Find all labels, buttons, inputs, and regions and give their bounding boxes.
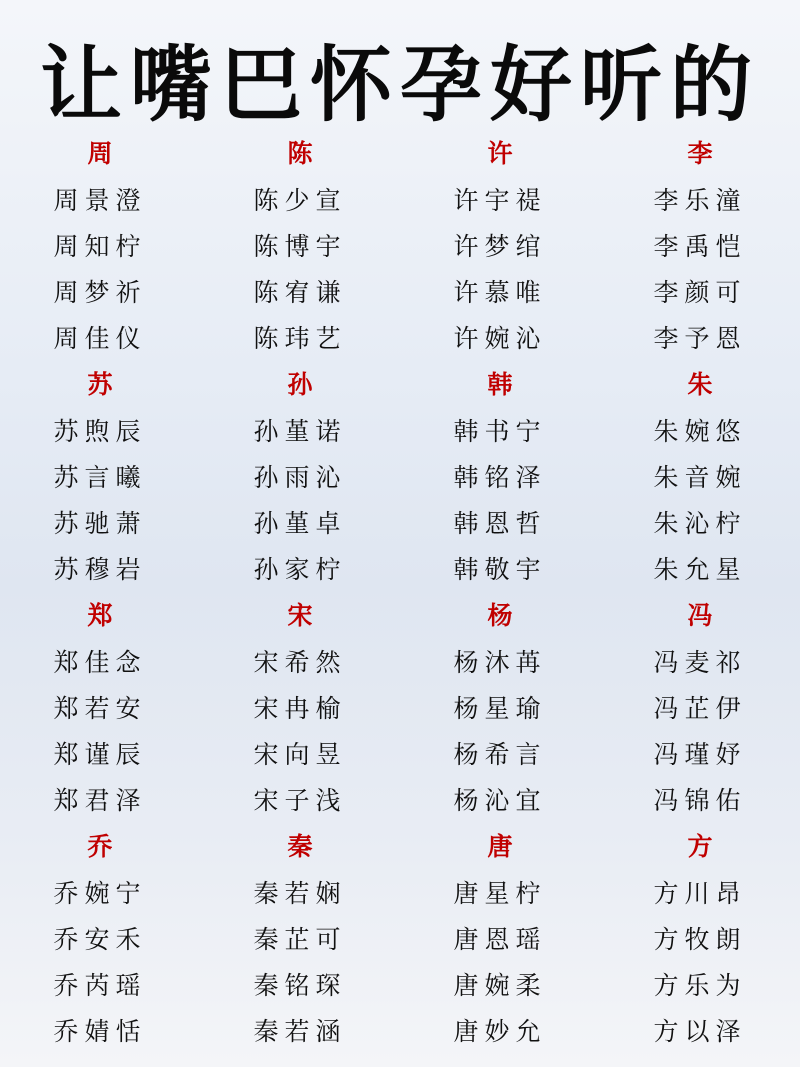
name-item: 杨希言 [453, 740, 547, 769]
name-item: 朱沁柠 [653, 509, 747, 538]
name-item: 郑佳念 [53, 648, 147, 677]
surname-column [400, 130, 600, 362]
surname-column [600, 130, 800, 362]
surname-heading: 冯 [687, 601, 713, 630]
name-item: 冯芷伊 [653, 694, 747, 723]
name-item: 孙堇卓 [253, 509, 347, 538]
name-item: 秦铭琛 [253, 971, 347, 1000]
name-item: 冯麦祁 [653, 648, 747, 677]
surname-column [0, 130, 200, 362]
page-title: 让嘴巴怀孕好听的 [39, 38, 760, 133]
name-item: 宋希然 [253, 648, 347, 677]
name-item: 唐恩瑶 [453, 925, 547, 954]
name-item: 周佳仪 [53, 324, 147, 353]
surname-column [400, 823, 600, 1055]
surname-heading: 方 [687, 832, 713, 861]
name-item: 韩铭泽 [453, 463, 547, 492]
surname-heading: 周 [87, 139, 113, 168]
surname-column [600, 592, 800, 824]
name-item: 乔芮瑶 [53, 971, 147, 1000]
name-item: 朱允星 [653, 555, 747, 584]
surname-column [0, 823, 200, 1055]
name-item: 乔婧恬 [53, 1017, 147, 1046]
name-item: 许婉沁 [453, 324, 547, 353]
name-item: 陈少宣 [253, 186, 347, 215]
surname-column [600, 361, 800, 593]
name-item: 孙雨沁 [253, 463, 347, 492]
name-item: 乔婉宁 [53, 879, 147, 908]
surname-heading: 孙 [287, 370, 313, 399]
name-item: 李予恩 [653, 324, 747, 353]
name-item: 乔安禾 [53, 925, 147, 954]
surname-column [200, 592, 400, 824]
surname-heading: 陈 [287, 139, 313, 168]
name-item: 朱音婉 [653, 463, 747, 492]
name-item: 秦芷可 [253, 925, 347, 954]
name-item: 孙家柠 [253, 555, 347, 584]
surname-heading: 李 [687, 139, 713, 168]
name-item: 唐星柠 [453, 879, 547, 908]
name-item: 许慕唯 [453, 278, 547, 307]
name-item: 周梦祈 [53, 278, 147, 307]
name-item: 李乐潼 [653, 186, 747, 215]
name-item: 苏驰萧 [53, 509, 147, 538]
name-item: 周景澄 [53, 186, 147, 215]
name-item: 孙堇诺 [253, 417, 347, 446]
surname-column [200, 130, 400, 362]
surname-heading: 郑 [87, 601, 113, 630]
surname-heading: 秦 [287, 832, 313, 861]
name-item: 秦若涵 [253, 1017, 347, 1046]
surname-section [0, 823, 800, 1054]
name-item: 宋冉榆 [253, 694, 347, 723]
surname-heading: 苏 [87, 370, 113, 399]
surname-column [600, 823, 800, 1055]
name-item: 苏穆岩 [53, 555, 147, 584]
name-item: 苏煦辰 [53, 417, 147, 446]
name-item: 冯瑾妤 [653, 740, 747, 769]
surname-heading: 乔 [87, 832, 113, 861]
surname-column [0, 592, 200, 824]
name-item: 苏言曦 [53, 463, 147, 492]
name-item: 杨沁宜 [453, 786, 547, 815]
surname-section [0, 361, 800, 592]
name-item: 郑君泽 [53, 786, 147, 815]
surname-heading: 韩 [487, 370, 513, 399]
name-item: 朱婉悠 [653, 417, 747, 446]
name-item: 宋向昱 [253, 740, 347, 769]
name-item: 韩书宁 [453, 417, 547, 446]
names-grid [0, 130, 800, 1054]
name-item: 郑谨辰 [53, 740, 147, 769]
surname-section [0, 130, 800, 361]
name-item: 方牧朗 [653, 925, 747, 954]
name-item: 方川昂 [653, 879, 747, 908]
surname-column [400, 592, 600, 824]
name-item: 李禹恺 [653, 232, 747, 261]
name-item: 唐妙允 [453, 1017, 547, 1046]
surname-heading: 朱 [687, 370, 713, 399]
surname-heading: 宋 [287, 601, 313, 630]
surname-column [400, 361, 600, 593]
surname-section [0, 592, 800, 823]
surname-column [200, 361, 400, 593]
name-item: 李颜可 [653, 278, 747, 307]
name-item: 唐婉柔 [453, 971, 547, 1000]
surname-heading: 唐 [487, 832, 513, 861]
name-item: 许宇禔 [453, 186, 547, 215]
name-item: 陈宥谦 [253, 278, 347, 307]
name-item: 秦若娴 [253, 879, 347, 908]
name-item: 杨星瑜 [453, 694, 547, 723]
name-item: 韩敬宇 [453, 555, 547, 584]
name-item: 宋子浅 [253, 786, 347, 815]
surname-heading: 杨 [487, 601, 513, 630]
surname-column [0, 361, 200, 593]
name-item: 方乐为 [653, 971, 747, 1000]
name-item: 冯锦佑 [653, 786, 747, 815]
name-item: 陈玮艺 [253, 324, 347, 353]
name-item: 陈博宇 [253, 232, 347, 261]
name-item: 方以泽 [653, 1017, 747, 1046]
name-item: 周知柠 [53, 232, 147, 261]
name-item: 郑若安 [53, 694, 147, 723]
name-item: 许梦绾 [453, 232, 547, 261]
surname-heading: 许 [487, 139, 513, 168]
name-item: 杨沐苒 [453, 648, 547, 677]
name-item: 韩恩哲 [453, 509, 547, 538]
surname-column [200, 823, 400, 1055]
